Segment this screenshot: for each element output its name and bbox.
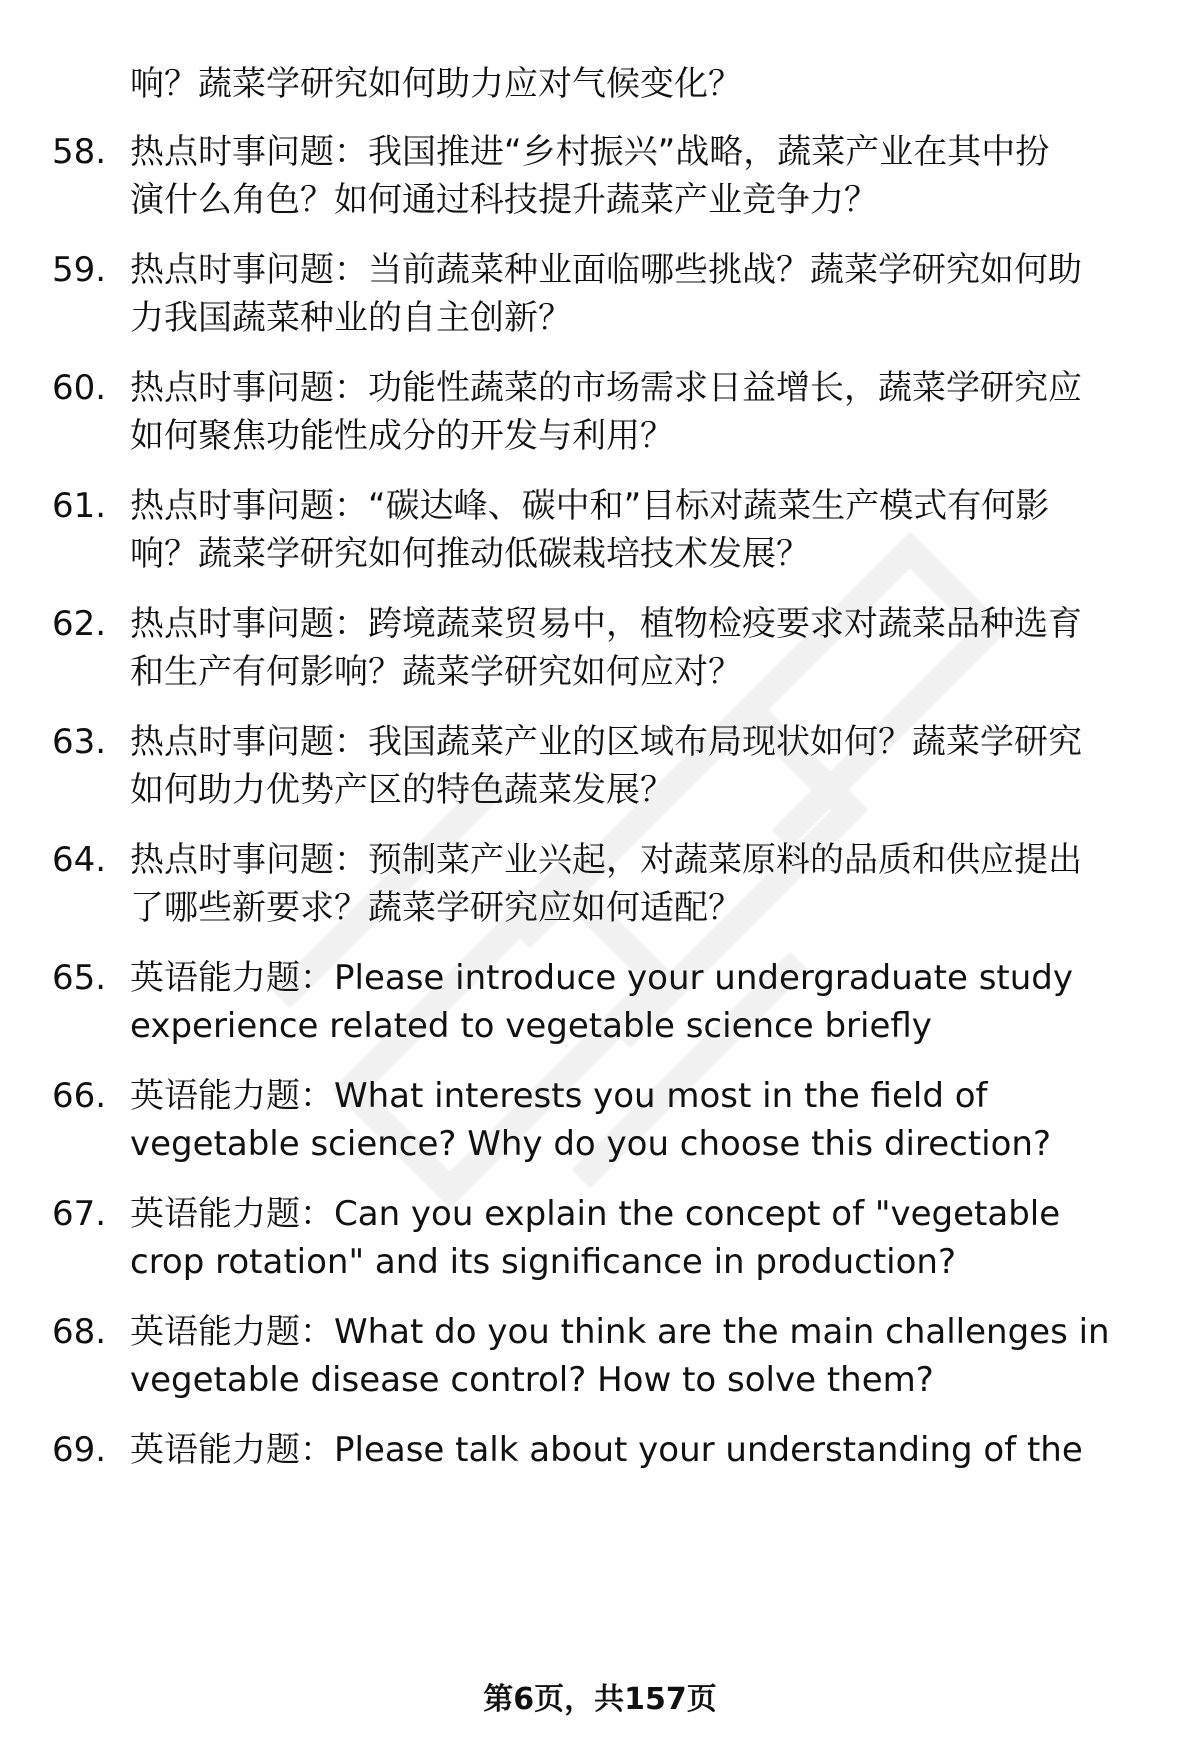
question-line: vegetable disease control? How to solve them? [130,1360,934,1400]
question-number: 66. [52,1076,107,1116]
question-text [130,1072,1140,1168]
question-line: 英语能力题：Can you explain the concept of "vegetable [130,1194,1061,1234]
question-line: 热点时事问题：预制菜产业兴起，对蔬菜原料的品质和供应提出 [130,840,1082,880]
question-text [130,1426,1140,1474]
question-number: 62. [52,604,107,644]
question-number: 67. [52,1194,107,1234]
question-text [130,364,1140,460]
question-line: 英语能力题：What interests you most in the field of [130,1076,988,1116]
question-number: 64. [52,840,107,880]
question-text [130,482,1140,578]
question-text [130,600,1140,696]
question-text [130,1308,1140,1404]
question-number: 59. [52,250,107,290]
question-line: 热点时事问题：“碳达峰、碳中和”目标对蔬菜生产模式有何影 [130,486,1050,526]
question-number: 58. [52,132,107,172]
question-line: 热点时事问题：我国推进“乡村振兴”战略，蔬菜产业在其中扮 [130,132,1050,172]
continued-question-text: 响？蔬菜学研究如何助力应对气候变化？ [130,64,742,104]
question-line: 了哪些新要求？蔬菜学研究应如何适配？ [130,888,742,928]
question-line: 力我国蔬菜种业的自主创新？ [130,298,572,338]
question-line: 热点时事问题：当前蔬菜种业面临哪些挑战？蔬菜学研究如何助 [130,250,1082,290]
question-number: 69. [52,1430,107,1470]
question-line: 如何聚焦功能性成分的开发与利用？ [130,416,674,456]
question-text [130,718,1140,814]
question-line: 英语能力题：What do you think are the main challenges in [130,1312,1110,1352]
question-line: 响？蔬菜学研究如何推动低碳栽培技术发展？ [130,534,810,574]
question-line: 热点时事问题：功能性蔬菜的市场需求日益增长，蔬菜学研究应 [130,368,1082,408]
question-line: experience related to vegetable science briefly [130,1006,932,1046]
question-line: 英语能力题：Please talk about your understanding of the [130,1430,1083,1470]
question-text [130,954,1140,1050]
page-footer-page-number: 第6页，共157页 [483,1682,717,1717]
question-line: 和生产有何影响？蔬菜学研究如何应对？ [130,652,742,692]
question-text [130,836,1140,932]
question-line: 如何助力优势产区的特色蔬菜发展？ [130,770,674,810]
question-number: 65. [52,958,107,998]
question-line: 热点时事问题：我国蔬菜产业的区域布局现状如何？蔬菜学研究 [130,722,1082,762]
question-number: 60. [52,368,107,408]
question-line: crop rotation" and its significance in production? [130,1242,957,1282]
question-number: 63. [52,722,107,762]
question-line: 演什么角色？如何通过科技提升蔬菜产业竞争力？ [130,180,878,220]
question-line: 英语能力题：Please introduce your undergraduate study [130,958,1074,998]
question-text [130,1190,1140,1286]
question-line: 热点时事问题：跨境蔬菜贸易中，植物检疫要求对蔬菜品种选育 [130,604,1082,644]
question-line: vegetable science? Why do you choose this direction? [130,1124,1051,1164]
question-number: 68. [52,1312,107,1352]
question-text [130,246,1140,342]
question-text [130,128,1140,224]
question-number: 61. [52,486,107,526]
